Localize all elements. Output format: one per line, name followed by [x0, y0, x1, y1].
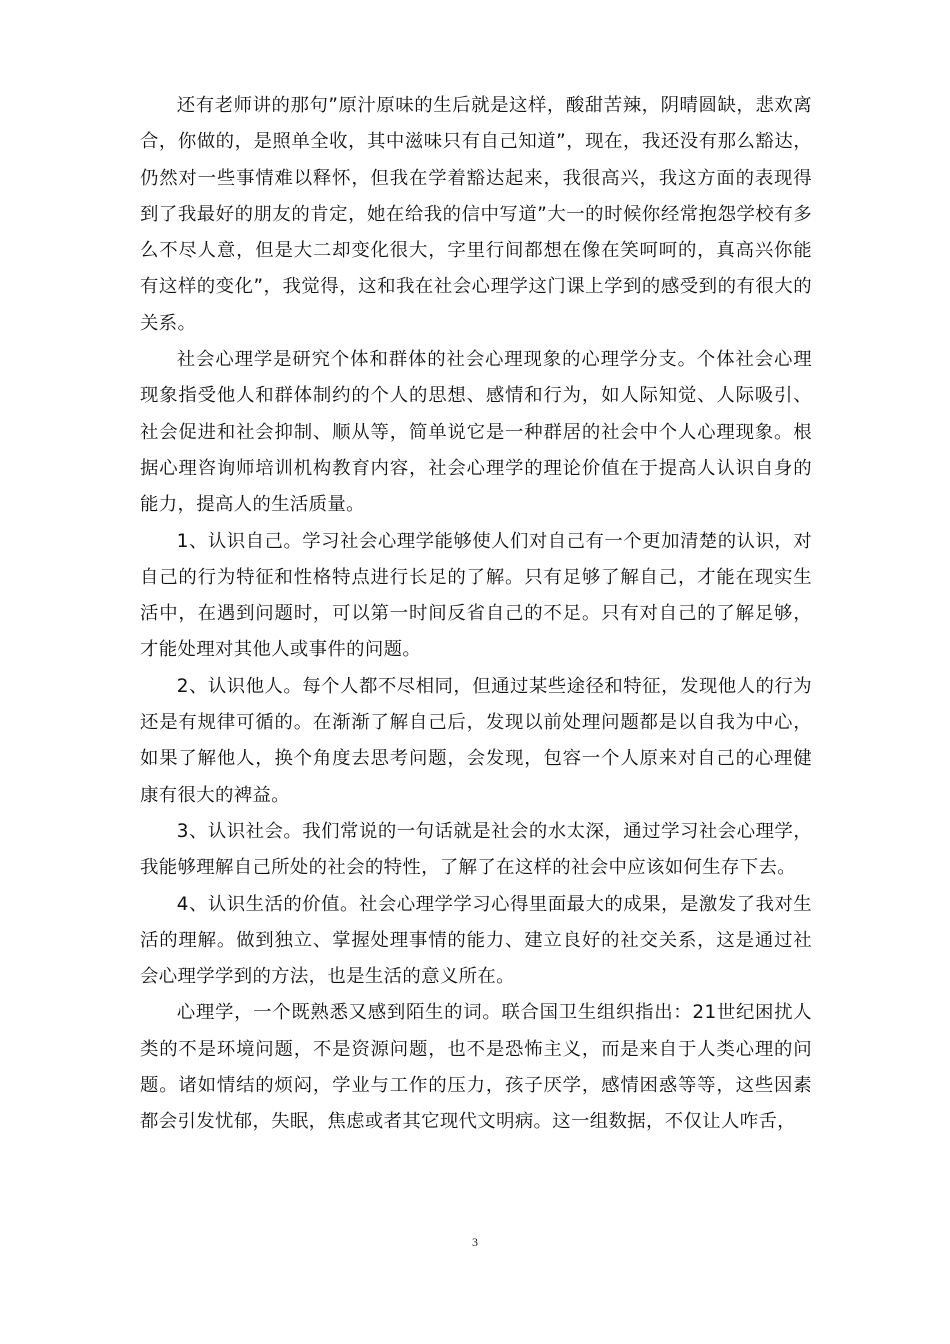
paragraph-psychology-intro: 心理学，一个既熟悉又感到陌生的词。联合国卫生组织指出：21世纪困扰人类的不是环境问题，不是资源问题，也不是恐怖主义，而是来自于人类心理的问题。诸如情结的烦闷，学业与工作的压力，孩子厌学，感情困惑等等，这些因素都会引发忧郁，失眠，焦虑或者其它现代文明病。这一组数据，不仅让人咋舌， — [140, 1002, 812, 1133]
paragraph-teacher-quote: 还有老师讲的那句”原汁原味的生后就是这样，酸甜苦辣，阴晴圆缺，悲欢离合，你做的，是照单全收，其中滋味只有自己知道”，现在，我还没有那么豁达，仍然对一些事情难以释怀，但我在学着豁达起来，我很高兴，我这方面的表现得到了我最好的朋友的肯定，她在给我的信中写道”大一的时候你经常抱怨学校有多么不尽人意，但是大二却变化很大，字里行间都想在像在笑呵呵的，真高兴你能有这样的变化”，我觉得，这和我在社会心理学这门课上学到的感受到的有很大的关系。 — [140, 95, 812, 334]
paragraph-value-of-life: 4、认识生活的价值。社会心理学学习心得里面最大的成果，是激发了我对生活的理解。做到独立、掌握处理事情的能力、建立良好的社交关系，这是通过社会心理学学到的方法，也是生活的意义所在。 — [140, 893, 812, 988]
paragraph-know-yourself: 1、认识自己。学习社会心理学能够使人们对自己有一个更加清楚的认识，对自己的行为特征和性格特点进行长足的了解。只有足够了解自己，才能在现实生活中，在遇到问题时，可以第一时间反省自己的不足。只有对自己的了解足够，才能处理对其他人或事件的问题。 — [140, 530, 812, 661]
paragraph-know-society: 3、认识社会。我们常说的一句话就是社会的水太深，通过学习社会心理学，我能够理解自己所处的社会的特性，了解了在这样的社会中应该如何生存下去。 — [140, 820, 812, 879]
page-number: 3 — [472, 1235, 478, 1249]
paragraph-social-psychology-definition: 社会心理学是研究个体和群体的社会心理现象的心理学分支。个体社会心理现象指受他人和群体制约的个人的思想、感情和行为，如人际知觉、人际吸引、社会促进和社会抑制、顺从等，简单说它是一种群居的社会中个人心理现象。根据心理咨询师培训机构教育内容，社会心理学的理论价值在于提高人认识自身的能力，提高人的生活质量。 — [140, 349, 812, 516]
document-body — [140, 88, 812, 1141]
paragraph-know-others: 2、认识他人。每个人都不尽相同，但通过某些途径和特征，发现他人的行为还是有规律可循的。在渐渐了解自己后，发现以前处理问题都是以自我为中心，如果了解他人，换个角度去思考问题，会发现，包容一个人原来对自己的心理健康有很大的裨益。 — [140, 675, 812, 806]
